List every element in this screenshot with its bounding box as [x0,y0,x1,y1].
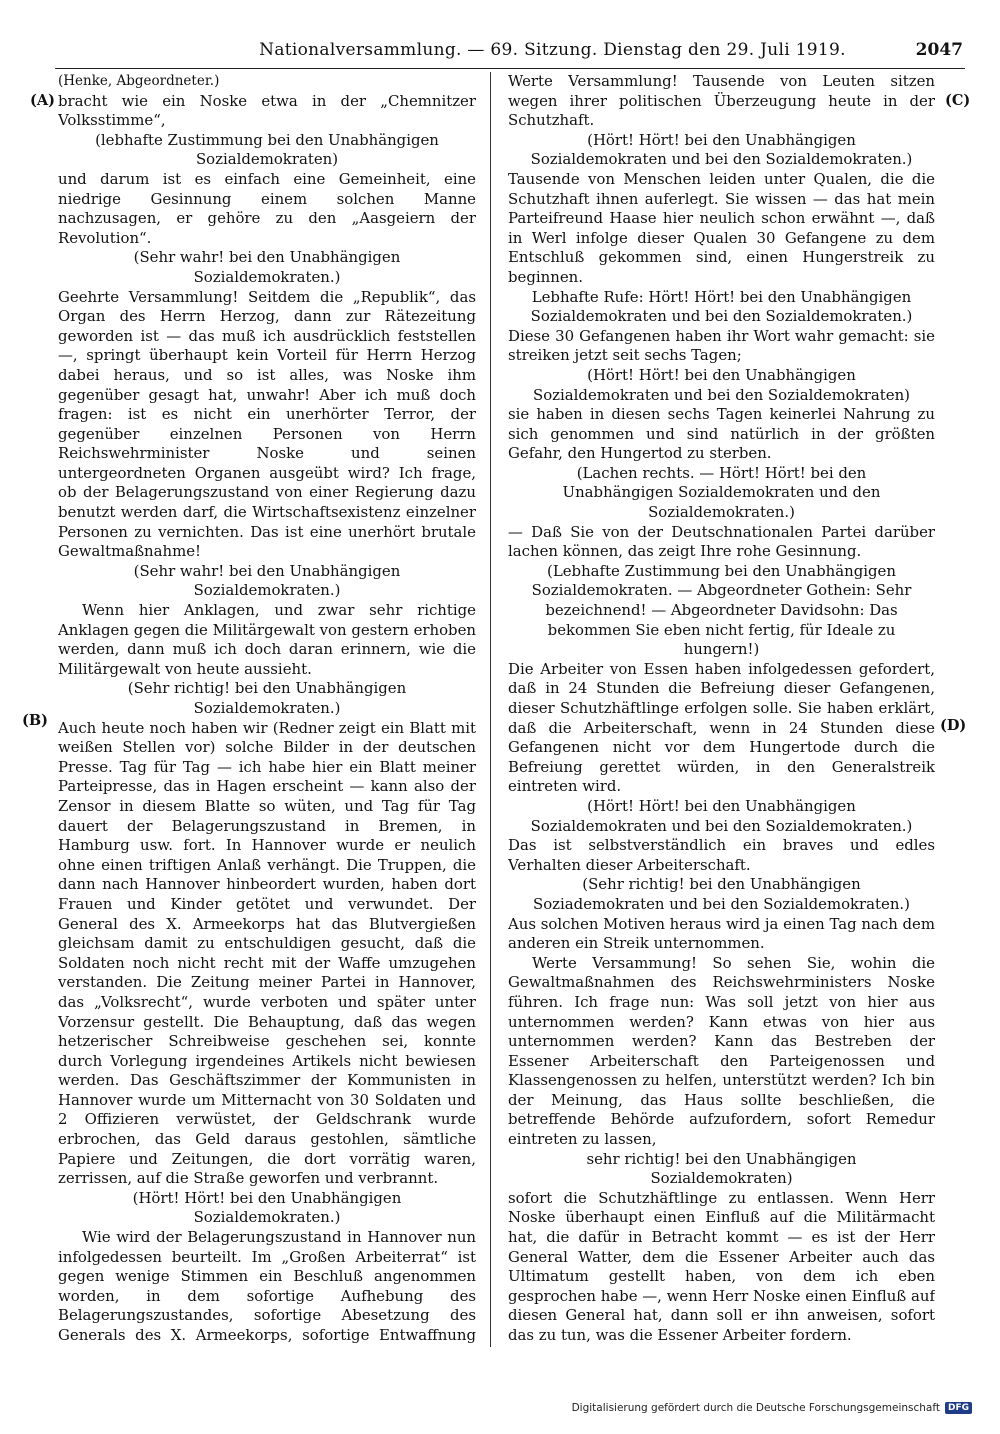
interjection: (Sehr richtig! bei den Unabhängigen Sozialdemokraten.) [127,679,407,717]
margin-marker-a: (A) [30,92,55,109]
margin-marker-d: (D) [940,717,967,734]
interjection: Lebhafte Rufe: Hört! Hört! bei den Unabhängigen Sozialdemokraten und bei den Sozialdemokraten.) [530,287,913,326]
paragraph: Wenn hier Anklagen, und zwar sehr richtige Anklagen gegen die Militärgewalt von gestern erhoben werden, dann muß ich doch daran erinnern, wie die Militärgewalt von heute aussieht. [58,601,476,678]
interjection: (lebhafte Zustimmung bei den Unabhängigen Sozialdemokraten) [95,130,439,169]
paragraph: Aus solchen Motiven heraus wird ja einen Tag nach dem anderen ein Streik unternommen. [508,914,935,953]
interjection: (Hört! Hört! bei den Unabhängigen Sozialdemokraten und bei den Sozialdemokraten.) [530,130,913,169]
interjection: (Lebhafte Zustimmung bei den Unabhängigen Sozialdemokraten. — Abgeordneter Gothein: Sehr bezeichnend! — Abgeordneter Davidsohn: Das bekommen Sie eben nicht fertig, für Ideale zu hungern!) [531,561,912,659]
paragraph: und darum ist es einfach eine Gemeinheit, eine niedrige Gesinnung einem solchen Manne nachzusagen, er gehöre zu den „Aasgeiern der Revolution“. [58,169,476,247]
right-column [508,72,935,1347]
column-divider [490,72,491,1347]
interjection: sehr richtig! bei den Unabhängigen Sozialdemokraten) [586,1149,857,1188]
footer-credit [572,1402,972,1414]
paragraph: sie haben in diesen sechs Tagen keinerlei Nahrung zu sich genommen und sind natürlich in der größten Gefahr, den Hungertod zu sterben. [508,405,935,463]
interjection [508,1346,935,1347]
paragraph: sofort die Schutzhäftlinge zu entlassen. Wenn Herr Noske überhaupt einen Einfluß auf die Militärmacht hat, die dafür in Betracht kommt — es ist der Herr General Watter, dem die Essener Arbeiter auch das Ultimatum gestellt haben, von dem ich eben gesprochen habe —, wenn Herr Noske einen Einfluß auf diesen General hat, dann soll er ihn anweisen, sofort das zu tun, was die Essener Arbeiter fordern. [508,1188,935,1344]
left-column [58,72,476,1347]
interjection: (Hört! Hört! bei den Unabhängigen Sozialdemokraten.) [132,1188,402,1227]
dfg-logo-icon: DFG [945,1402,972,1414]
paragraph: Auch heute noch haben wir (Redner zeigt ein Blatt mit weißen Stellen vor) solche Bilder in der deutschen Presse. Tag für Tag — ich habe hier ein Blatt meiner Parteipresse, das in Hagen erscheint — kann also der Zensor in diesem Blatte so wüten, und Tag für Tag dauert der Belagerungszustand in Bremen, in Hamburg usw. fort. In Hannover wurde er neulich ohne einen triftigen Anlaß verhängt. Die Truppen, die dann nach Hannover hinbeordert wurden, haben dort Frauen und Kinder getötet und verwundet. Der General des X. Armeekorps hat das Blutvergießen gleichsam damit zu entschuldigen gesucht, daß die Soldaten noch nicht recht mit der Waffe umzugehen verstanden. Die Zeitung meiner Partei in Hannover, das „Volksrecht“, wurde verboten und später unter Vorzensur gestellt. Die Behauptung, daß das wegen hetzerischer Schreibweise geschehen sei, konnte durch Vorlegung irgendeines Artikels nicht bewiesen werden. Das Geschäftszimmer der Kommunisten in Hannover wurde um Mitternacht von 30 Soldaten und 2 Offizieren verwüstet, der Geldschrank wurde erbrochen, das Geld daraus gestohlen, sämtliche Papiere und Zeitungen, die dort vorrätig waren, zerrissen, auf die Straße geworfen und verbrannt. [58,718,476,1188]
paragraph: bracht wie ein Noske etwa in der „Chemnitzer Volksstimme“, [58,91,476,130]
page-header [30,40,965,66]
footer-text: Digitalisierung gefördert durch die Deutsche Forschungsgemeinschaft [571,1402,940,1414]
interjection: (Hört! Hört! bei den Unabhängigen Sozialdemokraten und bei den Sozialdemokraten.) [530,796,913,835]
running-title: Nationalversammlung. — 69. Sitzung. Dienstag den 29. Juli 1919. [259,40,846,60]
speaker-note: (Henke, Abgeordneter.) [58,73,220,89]
interjection: (Hört! Hört! bei den Unabhängigen Sozialdemokraten und bei den Sozialdemokraten) [533,365,910,404]
page-number: 2047 [915,40,963,60]
paragraph: Diese 30 Gefangenen haben ihr Wort wahr gemacht: sie streiken jetzt seit sechs Tagen; [508,326,935,365]
paragraph: Wie wird der Belagerungszustand in Hannover nun infolgedessen beurteilt. Im „Großen Arbeiterrat“ ist gegen wenige Stimmen ein Beschluß angenommen worden, in dem sofortige Aufhebung des Belagerungszustandes, sofortige Abesetzung des Generals des X. Armeekorps, sofortige Entwaffnung [58,1228,476,1344]
interjection: (Sehr wahr! bei den Unabhängigen Sozialdemokraten.) [133,561,401,600]
interjection: (Sehr richtig! bei den Unabhängigen Soziademokraten und bei den Sozialdemokraten.) [533,875,910,913]
paragraph: Geehrte Versammlung! Seitdem die „Republik“, das Organ des Herrn Herzog, dann zur Rätezeitung geworden ist — das muß ich ausdrücklich feststellen —, springt überhaupt kein Vorteil für Herrn Herzog dabei heraus, und so ist alles, was Noske ihm gegenüber gesagt hat, unwahr! Aber ich muß doch fragen: ist es nicht ein unerhörter Terror, der gegenüber einzelnen Personen von Herrn Reichswehrminister Noske und seinen untergeordneten Organen ausgeübt wird? Ich frage, ob der Belagerungszustand von einer Regierung dazu benutzt werden darf, die Wirtschaftsexistenz einzelner Personen zu vernichten. Das ist eine unerhört brutale Gewaltmaßnahme! [58,287,476,561]
margin-marker-c: (C) [945,92,971,109]
header-rule [55,68,965,69]
paragraph: Werte Versammung! So sehen Sie, wohin die Gewaltmaßnahmen des Reichswehrministers Noske führen. Ich frage nun: Was soll jetzt von hier aus unternommen werden? Kann etwas von hier aus unternommen werden? Kann das Bestreben der Essener Arbeiterschaft den Parteigenossen und Klassengenossen zu helfen, unterstützt werden? Ich bin der Meinung, das Haus sollte beschließen, die betreffende Behörde aufzufordern, sofort Remedur eintreten zu lassen, [508,953,935,1149]
interjection: (Lachen rechts. — Hört! Hört! bei den Unabhängigen Sozialdemokraten und den Sozialdemokraten.) [562,463,881,522]
margin-marker-b: (B) [22,712,48,729]
paragraph: Das ist selbstverständlich ein braves und edles Verhalten dieser Arbeiterschaft. [508,836,935,874]
paragraph: — Daß Sie von der Deutschnationalen Partei darüber lachen können, das zeigt Ihre rohe Gesinnung. [508,522,935,561]
paragraph: Die Arbeiter von Essen haben infolgedessen gefordert, daß in 24 Stunden die Befreiung dieser Gefangenen, dieser Schutzhäftlinge erfolgen solle. Sie haben erklärt, daß die Arbeiterschaft, wenn in 24 Stunden diese Gefangenen nicht vor dem Hungertode durch die Befreiung gerettet würden, in den Generalstreik eintreten wird. [508,659,935,796]
paragraph: Tausende von Menschen leiden unter Qualen, die die Schutzhaft ihnen auferlegt. Sie wissen — das hat mein Parteifreund Haase hier neulich schon erwähnt —, daß in Werl infolge dieser Qualen 30 Gefangene zu dem Entschluß gekommen sind, einen Hungerstreik zu beginnen. [508,169,935,286]
interjection: (Sehr wahr! bei den Unabhängigen Sozialdemokraten.) [133,248,401,286]
paragraph: Werte Versammlung! Tausende von Leuten sitzen wegen ihrer politischen Überzeugung heute in der Schutzhaft. [508,72,935,130]
